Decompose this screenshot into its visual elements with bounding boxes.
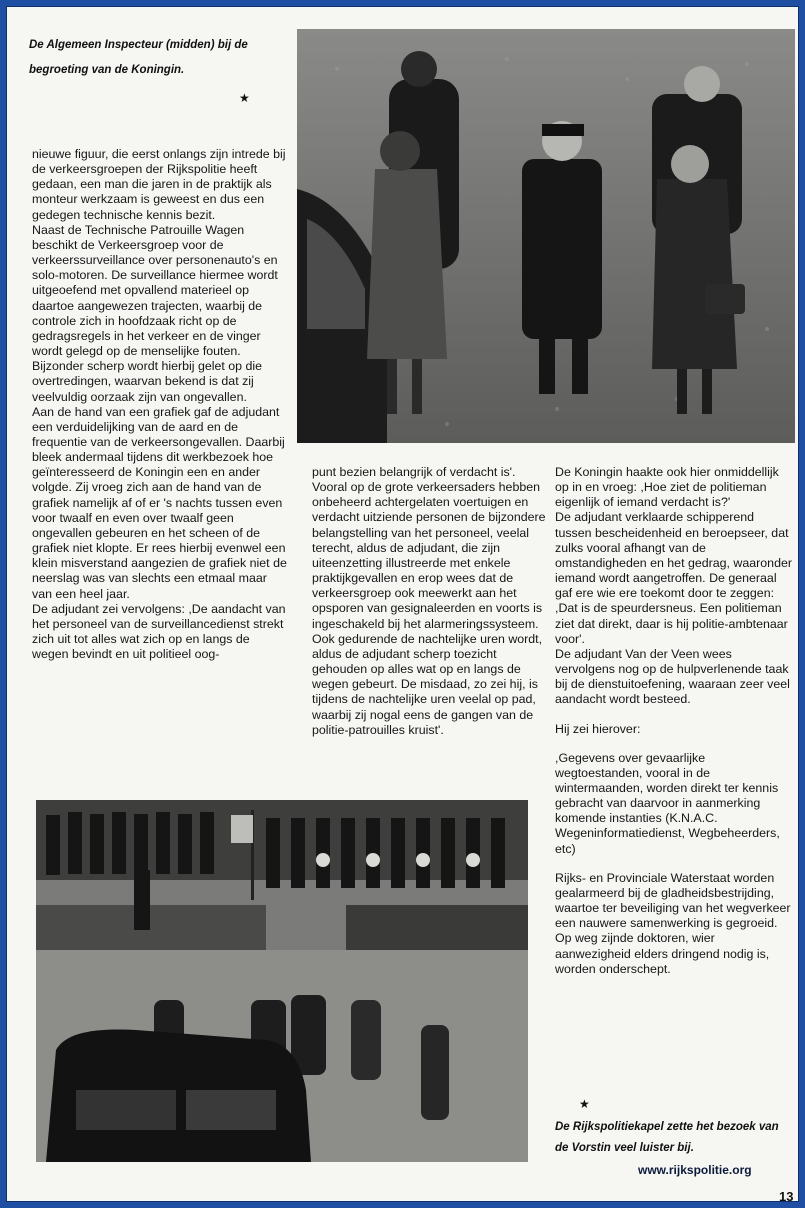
paragraph: De adjudant Van der Veen wees vervolgens nog op de hulpverlenende taak bij de dienstuitoefening, waaraan zeer veel aandacht wordt besteed.: [555, 646, 790, 707]
paragraph: punt bezien belangrijk of verdacht is'. Vooral op de grote verkeersaders hebben onbeheerd achtergelaten voertuigen en verdacht uitziende personen de bijzondere belangstelling van het personeel, veelal terecht, aldus de adjudant, die zijn uiteenzetting illustreerde met enkele praktijkgevallen en erop wees dat de verkeersgroep ook meewerkt aan het opsporen van gesignaleerden en voorts is ingeschakeld bij het alarmeringssysteem. Ook gedurende de nachtelijke uren wordt, aldus de adjudant scherp toezicht gehouden op alles wat op en langs de wegen gebeurt. De misdaad, zo zei hij, is tijdens de nachtelijke uren veelal op pad, waarbij zij nogal eens de gangen van de politie-patrouilles kruist'.: [312, 465, 546, 737]
text-column-2: [312, 465, 547, 738]
website-url: www.rijkspolitie.org: [638, 1163, 752, 1177]
photo-illustration: [297, 29, 795, 443]
star-icon: ★: [239, 91, 250, 105]
text-column-1: [32, 147, 287, 662]
paragraph: De adjudant zei vervolgens: ,De aandacht van het personeel van de surveillancedienst strekt zich uit tot alles wat zich op en langs de wegen bevindt en uit politieel oog-: [32, 601, 286, 662]
text-column-3: [555, 465, 793, 977]
paragraph: Aan de hand van een grafiek gaf de adjudant een verduidelijking van de aard en de frequentie van de verkeersongevallen. Daarbij bleek andermaal tijdens dit werkbezoek hoe geïnteresseerd de Koningin een en ander volgde. Zij vroeg zich aan de hand van de grafiek namelijk af of er 's nachts tussen even voor twaalf en even over twaalf geen ongevallen gebeuren en het scheen of de grafiek niet klopte. Er rees hierbij evenwel een klein misverstand aangezien de grafiek niet de neerslag was van slechts een etmaal maar van een heel jaar.: [32, 404, 287, 601]
paragraph: Hij zei hierover:: [555, 721, 641, 736]
magazine-page: [6, 6, 799, 1202]
star-icon: ★: [579, 1097, 590, 1111]
paragraph: Naast de Technische Patrouille Wagen beschikt de Verkeersgroep voor de verkeerssurveillance over personenauto's en solo-motoren. De surveillance hiermee wordt uitgeoefend met opvallend materieel op daartoe aangewezen trajecten, waarbij de controle zich in hoofdzaak richt op de gedragsregels in het verkeer en de vinger wordt gelegd op de menselijke fouten.: [32, 222, 278, 359]
photo-illustration: [36, 800, 528, 1162]
photo-inspector-greeting-queen: [297, 29, 795, 443]
paragraph: Rijks- en Provinciale Waterstaat worden gealarmeerd bij de gladheidsbestrijding, waartoe ter beveiliging van het wegverkeer een nauwere samenwerking is gegroeid. Op weg zijnde doktoren, wier aanwezigheid elders dringend nodig is, worden onderschept.: [555, 870, 791, 976]
paragraph: De adjudant verklaarde schipperend tussen bescheidenheid en beroepseer, dat zulks vooral afhangt van de omstandigheden en het gedrag, waaronder iemand wordt aangetroffen. De generaal gaf ere wie ere toekomt door te zeggen: ,Dat is de speurdersneus. Een politieman ziet dat direkt, daar is hij politie-ambtenaar voor'.: [555, 510, 792, 646]
paragraph: ,Gegevens over gevaarlijke wegtoestanden, vooral in de wintermaanden, worden direkt ter kennis gebracht van daarvoor in aanmerking komende instanties (K.N.A.C. Wegeninformatiedienst, Wegbeheerders, etc): [555, 750, 780, 856]
page-number: 13: [779, 1189, 794, 1204]
paragraph: nieuwe figuur, die eerst onlangs zijn intrede bij de verkeersgroepen der Rijkspolitie heeft gedaan, een man die jaren in de praktijk als monteur werkzaam is geweest en dus een gedegen technische kennis bezit.: [32, 147, 286, 222]
caption-bottom-photo: De Rijkspolitiekapel zette het bezoek van de Vorstin veel luister bij.: [555, 1121, 779, 1154]
paragraph: Bijzonder scherp wordt hierbij gelet op die overtredingen, waarvan bekend is dat zij veelvuldig oorzaak zijn van ongevallen.: [32, 359, 263, 404]
photo-police-band: [36, 800, 528, 1162]
paragraph: De Koningin haakte ook hier onmiddellijk op in en vroeg: ,Hoe ziet de politieman eigenlijk of iemand verdacht is?': [555, 465, 779, 510]
caption-top-photo: De Algemeen Inspecteur (midden) bij de begroeting van de Koningin.: [29, 39, 248, 76]
